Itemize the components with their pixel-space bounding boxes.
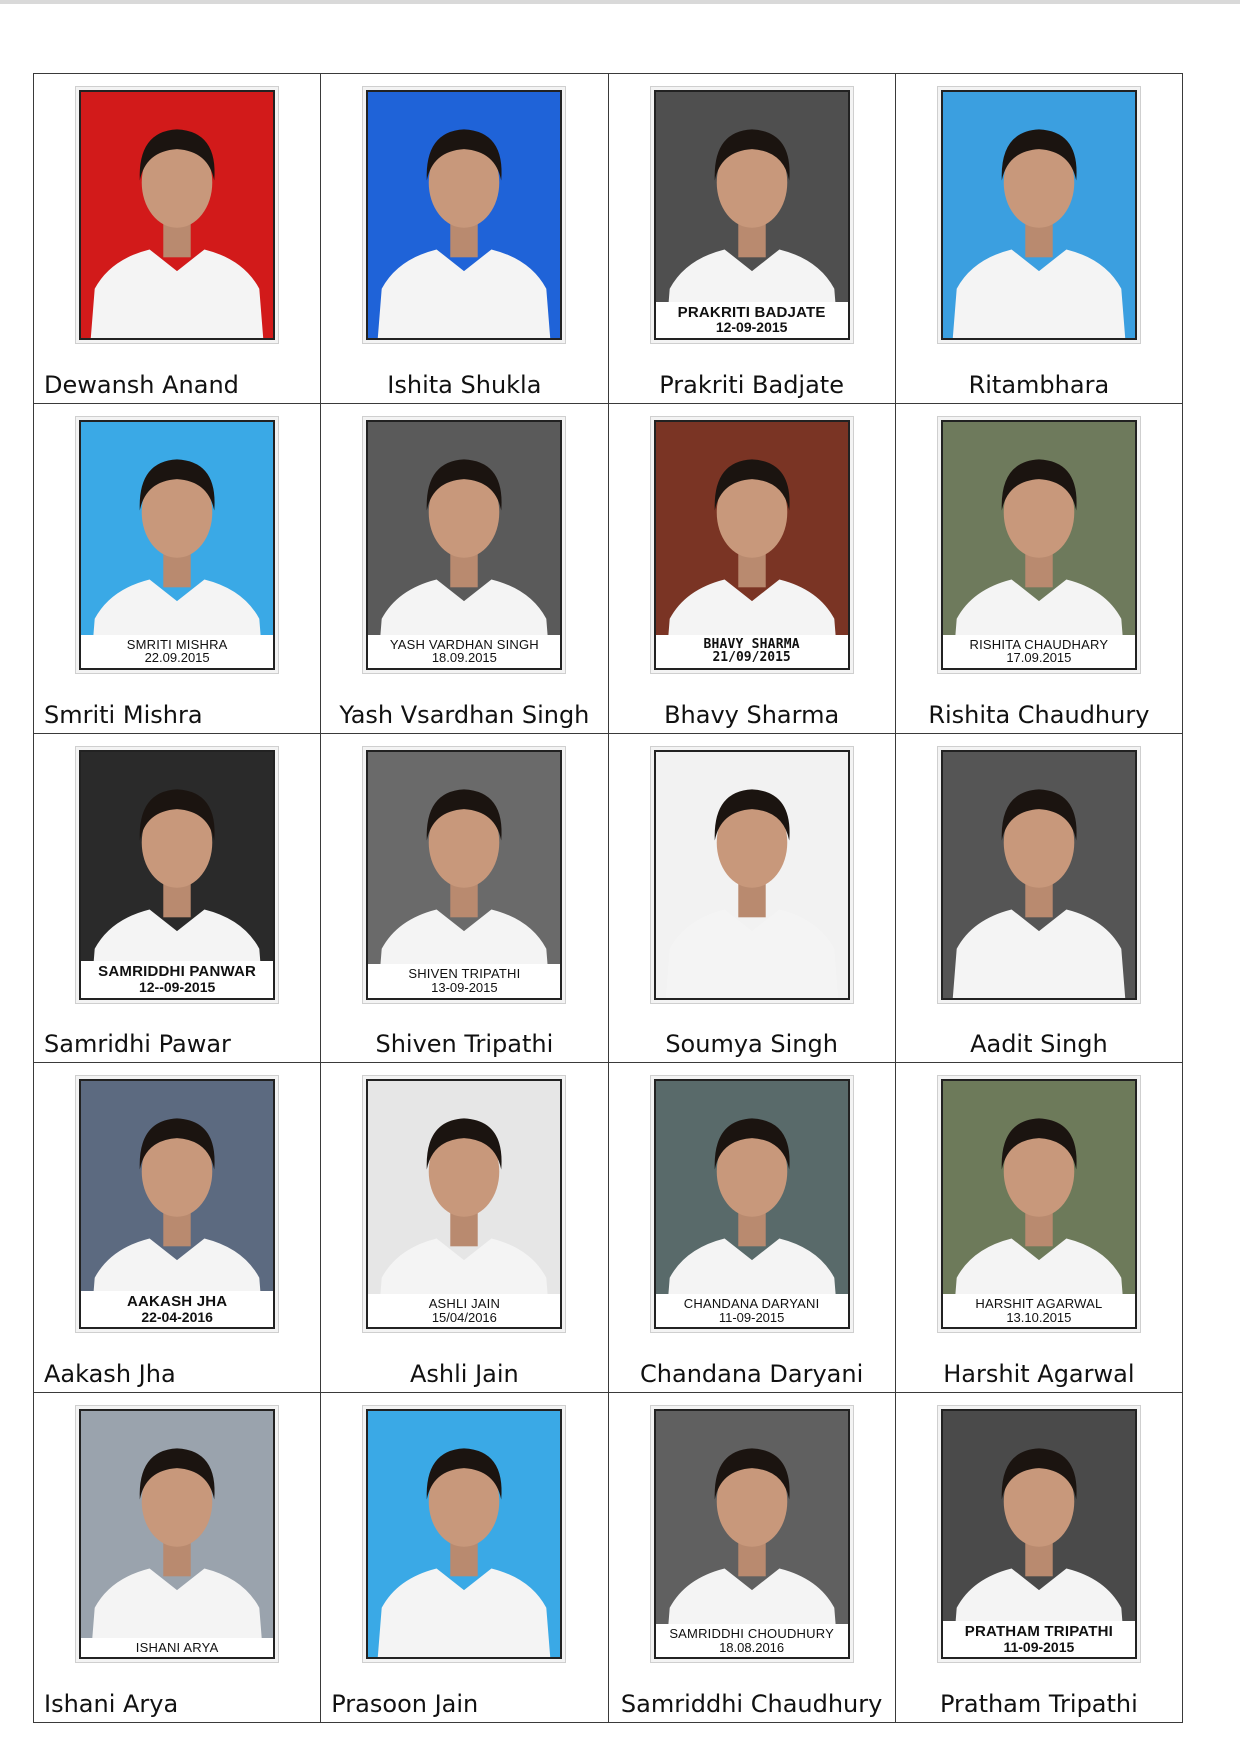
portrait-image bbox=[943, 752, 1135, 998]
caption-name: SAMRIDDHI CHOUDHURY bbox=[669, 1625, 834, 1641]
student-name: Rishita Chaudhury bbox=[928, 700, 1150, 729]
student-photo bbox=[941, 90, 1137, 340]
photo-caption bbox=[81, 1638, 273, 1658]
caption-name: AAKASH JHA bbox=[126, 1292, 228, 1310]
caption-date: 18.08.2016 bbox=[719, 1639, 785, 1655]
student-photo bbox=[79, 1409, 275, 1659]
student-name: Ritambhara bbox=[968, 370, 1110, 399]
photo-caption bbox=[656, 635, 848, 668]
photo-caption bbox=[943, 1621, 1135, 1657]
student-card bbox=[34, 734, 321, 1064]
portrait-image bbox=[368, 752, 560, 998]
portrait-image bbox=[368, 92, 560, 338]
student-name: Smriti Mishra bbox=[44, 700, 203, 729]
student-photo bbox=[654, 90, 850, 340]
caption-date: 22.09.2015 bbox=[144, 650, 210, 666]
student-photo bbox=[941, 1079, 1137, 1329]
portrait-image bbox=[368, 1081, 560, 1327]
student-photo bbox=[941, 1409, 1137, 1659]
photo-caption bbox=[368, 1294, 560, 1327]
student-card bbox=[609, 1063, 896, 1393]
student-photo bbox=[366, 750, 562, 1000]
student-photo bbox=[79, 420, 275, 670]
photo-caption bbox=[656, 1294, 848, 1327]
student-card bbox=[609, 404, 896, 734]
caption-name: CHANDANA DARYANI bbox=[683, 1296, 820, 1312]
student-card bbox=[34, 1063, 321, 1393]
student-name: Shiven Tripathi bbox=[375, 1030, 554, 1059]
portrait-image bbox=[368, 1411, 560, 1657]
caption-name: ASHLI JAIN bbox=[428, 1296, 501, 1312]
student-card bbox=[609, 74, 896, 404]
photo-caption bbox=[368, 964, 560, 997]
student-name: Harshit Agarwal bbox=[943, 1360, 1135, 1389]
student-name: Prasoon Jain bbox=[331, 1689, 479, 1718]
portrait-image bbox=[81, 422, 273, 668]
student-card bbox=[321, 1063, 608, 1393]
caption-name: SHIVEN TRIPATHI bbox=[408, 966, 521, 982]
photo-caption bbox=[943, 1294, 1135, 1327]
scan-top-edge bbox=[0, 0, 1240, 4]
student-card bbox=[609, 1393, 896, 1723]
caption-name: HARSHIT AGARWAL bbox=[975, 1296, 1103, 1312]
portrait-image bbox=[943, 92, 1135, 338]
caption-name: YASH VARDHAN SINGH bbox=[389, 636, 539, 652]
student-photo bbox=[366, 1409, 562, 1659]
student-photo bbox=[79, 750, 275, 1000]
caption-name: PRATHAM TRIPATHI bbox=[964, 1622, 1113, 1640]
portrait-image bbox=[656, 422, 848, 668]
caption-name: RISHITA CHAUDHARY bbox=[969, 636, 1109, 652]
student-card bbox=[896, 734, 1183, 1064]
portrait-image bbox=[81, 92, 273, 338]
student-name: Pratham Tripathi bbox=[939, 1689, 1138, 1718]
caption-date: 11-09-2015 bbox=[1003, 1638, 1075, 1655]
caption-name: ISHANI ARYA bbox=[135, 1639, 219, 1655]
student-name: Ishita Shukla bbox=[387, 370, 542, 399]
caption-date: 11-09-2015 bbox=[718, 1309, 785, 1325]
student-photo-grid bbox=[33, 73, 1183, 1723]
student-name: Bhavy Sharma bbox=[664, 700, 840, 729]
student-card bbox=[321, 1393, 608, 1723]
caption-date: 15/04/2016 bbox=[431, 1309, 497, 1325]
student-name: Aakash Jha bbox=[44, 1360, 176, 1389]
portrait-image bbox=[368, 422, 560, 668]
student-photo bbox=[941, 420, 1137, 670]
caption-name: SAMRIDDHI PANWAR bbox=[98, 963, 257, 981]
portrait-image bbox=[656, 752, 848, 998]
student-photo bbox=[654, 1079, 850, 1329]
caption-name: SMRITI MISHRA bbox=[126, 636, 228, 652]
student-card bbox=[896, 1393, 1183, 1723]
caption-date: 13-09-2015 bbox=[431, 979, 498, 995]
student-card bbox=[34, 404, 321, 734]
student-photo bbox=[654, 750, 850, 1000]
portrait-image bbox=[656, 1081, 848, 1327]
student-name: Aadit Singh bbox=[970, 1030, 1108, 1059]
student-name: Ishani Arya bbox=[44, 1689, 179, 1718]
caption-date: 13.10.2015 bbox=[1006, 1309, 1072, 1325]
caption-date: 12--09-2015 bbox=[138, 978, 216, 995]
student-card bbox=[896, 74, 1183, 404]
student-photo bbox=[79, 1079, 275, 1329]
student-card bbox=[34, 74, 321, 404]
portrait-image bbox=[943, 422, 1135, 668]
student-name: Chandana Daryani bbox=[640, 1360, 864, 1389]
portrait-image bbox=[943, 1081, 1135, 1327]
photo-caption bbox=[656, 302, 848, 338]
student-card bbox=[321, 404, 608, 734]
caption-name: PRAKRITI BADJATE bbox=[677, 303, 826, 321]
caption-date: 21/09/2015 bbox=[712, 650, 791, 666]
caption-date: 22-04-2016 bbox=[141, 1308, 213, 1325]
student-name: Dewansh Anand bbox=[44, 370, 239, 399]
student-photo bbox=[79, 90, 275, 340]
photo-caption bbox=[81, 961, 273, 997]
student-photo bbox=[654, 1409, 850, 1659]
student-name: Yash Vsardhan Singh bbox=[339, 700, 590, 729]
student-card bbox=[321, 74, 608, 404]
student-photo bbox=[366, 420, 562, 670]
portrait-image bbox=[656, 1411, 848, 1657]
student-name: Samriddhi Chaudhury bbox=[620, 1689, 883, 1718]
student-photo bbox=[654, 420, 850, 670]
student-photo bbox=[366, 90, 562, 340]
student-card bbox=[896, 1063, 1183, 1393]
student-name: Prakriti Badjate bbox=[659, 370, 844, 399]
student-name: Samridhi Pawar bbox=[44, 1030, 231, 1059]
caption-name: BHAVY SHARMA bbox=[703, 636, 800, 652]
student-card bbox=[609, 734, 896, 1064]
student-photo bbox=[366, 1079, 562, 1329]
caption-date: 17.09.2015 bbox=[1006, 650, 1072, 666]
student-card bbox=[321, 734, 608, 1064]
student-card bbox=[34, 1393, 321, 1723]
student-name: Soumya Singh bbox=[665, 1030, 838, 1059]
photo-caption bbox=[81, 1291, 273, 1327]
photo-caption bbox=[368, 635, 560, 668]
photo-caption bbox=[943, 635, 1135, 668]
caption-date: 12-09-2015 bbox=[715, 319, 788, 336]
student-photo bbox=[941, 750, 1137, 1000]
photo-caption bbox=[81, 635, 273, 668]
portrait-image bbox=[81, 1411, 273, 1657]
photo-caption bbox=[656, 1624, 848, 1657]
student-card bbox=[896, 404, 1183, 734]
student-name: Ashli Jain bbox=[409, 1360, 519, 1389]
caption-date: 18.09.2015 bbox=[431, 650, 497, 666]
